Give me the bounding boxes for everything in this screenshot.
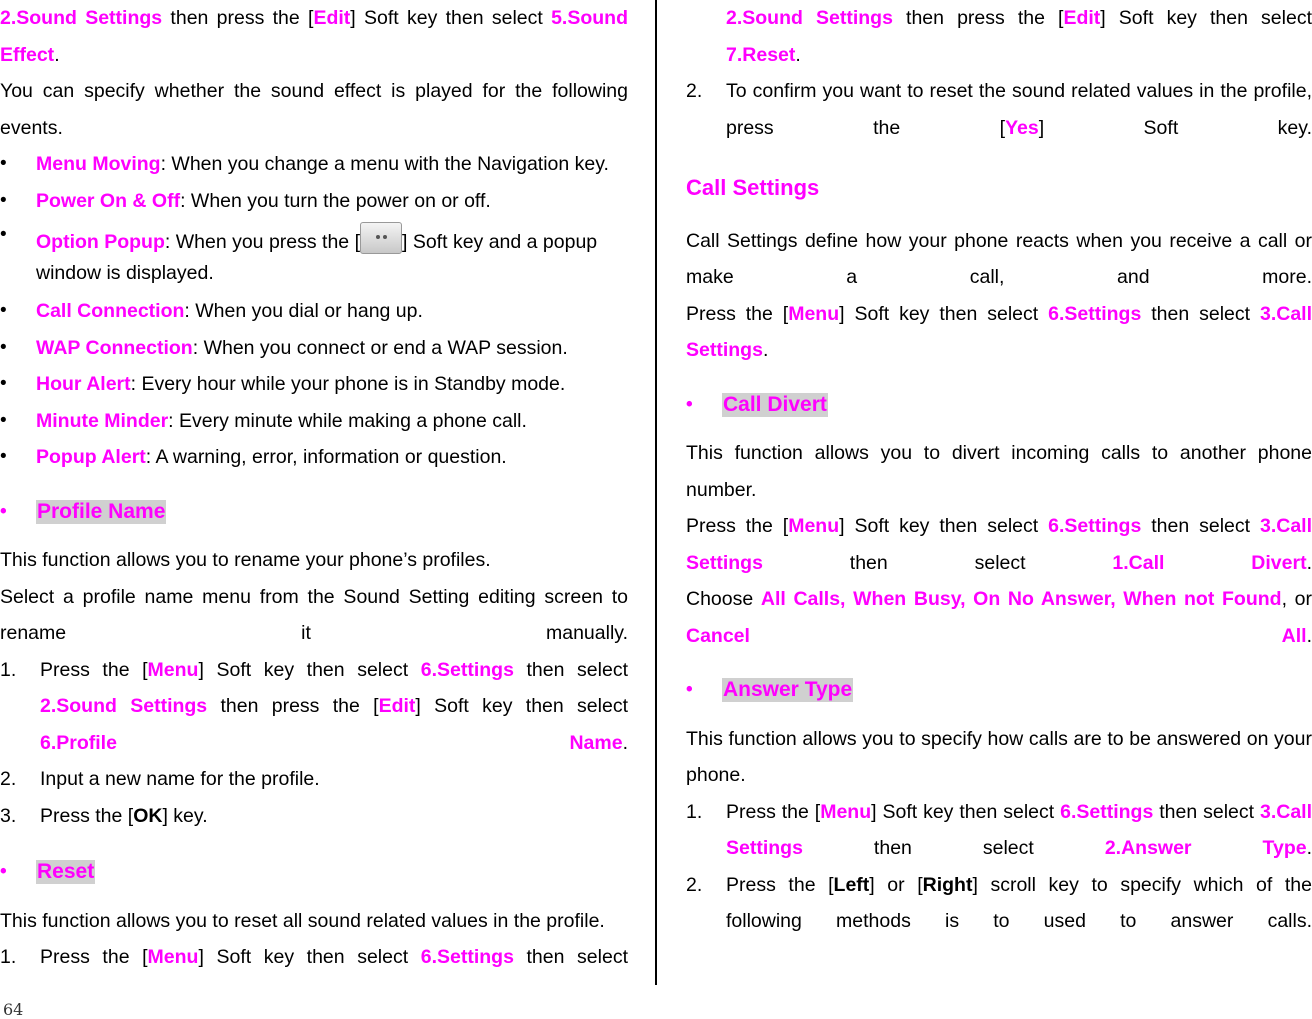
answer-type-heading: • Answer Type xyxy=(686,672,1312,709)
call-divert-intro: This function allows you to divert incoming calls to another phone number. xyxy=(686,442,1312,501)
event-item: • Power On & Off: When you turn the power on or off. xyxy=(0,183,628,220)
profile-name-intro: This function allows you to rename your phone’s profiles. xyxy=(0,549,491,571)
event-item: • Option Popup: When you press the [ ] Soft key and a popup window is displayed. xyxy=(0,219,628,293)
call-divert-options: Choose All Calls, When Busy, On No Answer, When not Found, or Cancel All. xyxy=(686,588,1312,647)
reset-heading: • Reset xyxy=(0,854,628,891)
profile-step-3: 3. Press the [OK] key. xyxy=(0,804,208,827)
sound-effect-path: 2.Sound Settings then press the [Edit] Soft key then select 5.Sound Effect. xyxy=(0,7,628,66)
event-item: • Hour Alert: Every hour while your phone is in Standby mode. xyxy=(0,366,628,403)
call-settings-heading: Call Settings xyxy=(686,175,820,200)
column-divider xyxy=(655,0,657,985)
call-settings-intro: Call Settings define how your phone reacts when you receive a call or make a call, and more. xyxy=(686,229,1312,288)
reset-step-1: 1. Press the [Menu] Soft key then select 6.Settings then select xyxy=(0,946,628,968)
right-column xyxy=(686,0,1312,940)
left-column xyxy=(0,0,628,976)
event-item: • WAP Connection: When you connect or end a WAP session. xyxy=(0,330,628,367)
call-divert-heading: • Call Divert xyxy=(686,387,1312,424)
profile-step-1: 1. Press the [Menu] Soft key then select 6.Settings then select 2.Sound Settings then press the [Edit] Soft key then select 6.Profile Name. xyxy=(0,658,628,754)
option-softkey-icon xyxy=(360,222,402,254)
answer-type-intro: This function allows you to specify how calls are to be answered on your phone. xyxy=(686,727,1312,786)
profile-step-2: 2. Input a new name for the profile. xyxy=(0,768,320,790)
event-item: • Popup Alert: A warning, error, information or question. xyxy=(0,439,628,476)
reset-step-2: 2. To confirm you want to reset the sound related values in the profile, press the [Yes] Soft key. xyxy=(686,80,1312,139)
sound-effect-description: You can specify whether the sound effect is played for the following events. xyxy=(0,80,628,139)
call-divert-path: Press the [Menu] Soft key then select 6.Settings then select 3.Call Settings then select 1.Call Divert. xyxy=(686,515,1312,574)
reset-step-1-continued: 2.Sound Settings then press the [Edit] Soft key then select 7.Reset. xyxy=(726,7,1312,66)
event-item: • Call Connection: When you dial or hang up. xyxy=(0,293,628,330)
event-item: • Minute Minder: Every minute while making a phone call. xyxy=(0,403,628,440)
answer-step-2: 2. Press the [Left] or [Right] scroll key to specify which of the following methods is to used to answer calls. xyxy=(686,873,1312,932)
answer-step-1: 1. Press the [Menu] Soft key then select 6.Settings then select 3.Call Settings then select 2.Answer Type. xyxy=(686,800,1312,859)
page-number: 64 xyxy=(3,1000,24,1019)
call-settings-path: Press the [Menu] Soft key then select 6.Settings then select 3.Call Settings. xyxy=(686,302,1312,361)
profile-name-instructions: Select a profile name menu from the Sound Setting editing screen to rename it manually. xyxy=(0,585,628,644)
event-item: • Menu Moving: When you change a menu with the Navigation key. xyxy=(0,146,628,183)
reset-intro: This function allows you to reset all sound related values in the profile. xyxy=(0,909,605,932)
profile-name-heading: • Profile Name xyxy=(0,494,628,531)
